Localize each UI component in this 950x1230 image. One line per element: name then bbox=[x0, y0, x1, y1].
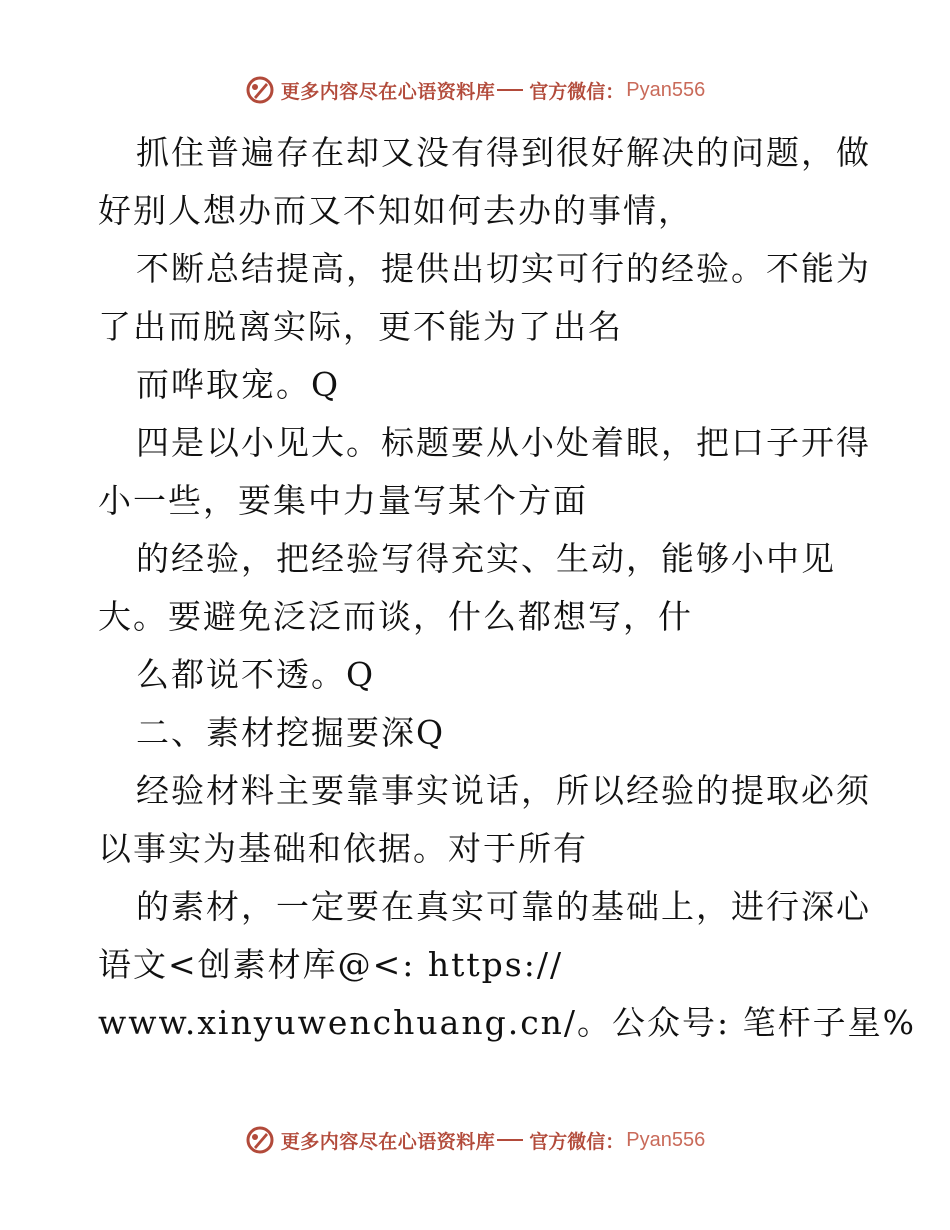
text-line: 的素材，一定要在真实可靠的基础上，进行深心 bbox=[136, 887, 871, 926]
wechat-label: 官方微信： bbox=[529, 80, 625, 103]
text-line: www.xinyuwenchuang.cn/。公众号: 笔杆子星% bbox=[98, 1003, 917, 1042]
text-line: 抓住普遍存在却又没有得到很好解决的问题，做 bbox=[136, 133, 871, 172]
banner-text: 更多内容尽在心语资料库 bbox=[280, 80, 496, 103]
text-line: 么都说不透。Q bbox=[136, 655, 376, 694]
text-line: 好别人想办而又不知如何去办的事情， bbox=[98, 191, 693, 230]
text-line: 大。要避免泛泛而谈，什么都想写，什 bbox=[98, 597, 693, 636]
text-line: 语文<创素材库@<: https:// bbox=[98, 945, 564, 984]
document-body bbox=[98, 124, 917, 1052]
footer-banner bbox=[0, 1120, 950, 1160]
text-line: 而哗取宠。Q bbox=[136, 365, 341, 404]
text-line: 不断总结提高，提供出切实可行的经验。不能为 bbox=[136, 249, 871, 288]
brand-logo-icon bbox=[245, 1125, 275, 1155]
text-line: 的经验，把经验写得充实、生动，能够小中见 bbox=[136, 539, 836, 578]
wechat-id: Pyan556 bbox=[626, 78, 706, 101]
text-line: 经验材料主要靠事实说话，所以经验的提取必须 bbox=[136, 771, 871, 810]
banner-dash bbox=[497, 89, 523, 91]
brand-logo-icon bbox=[245, 75, 275, 105]
wechat-label: 官方微信： bbox=[529, 1130, 625, 1153]
text-line: 小一些，要集中力量写某个方面 bbox=[98, 481, 588, 520]
text-line: 二、素材挖掘要深Q bbox=[136, 713, 446, 752]
text-line: 以事实为基础和依据。对于所有 bbox=[98, 829, 588, 868]
wechat-id: Pyan556 bbox=[626, 1128, 706, 1151]
banner-text: 更多内容尽在心语资料库 bbox=[280, 1130, 496, 1153]
text-line: 了出而脱离实际，更不能为了出名 bbox=[98, 307, 623, 346]
header-banner bbox=[0, 70, 950, 110]
banner-dash bbox=[497, 1139, 523, 1141]
text-line: 四是以小见大。标题要从小处着眼，把口子开得 bbox=[136, 423, 871, 462]
